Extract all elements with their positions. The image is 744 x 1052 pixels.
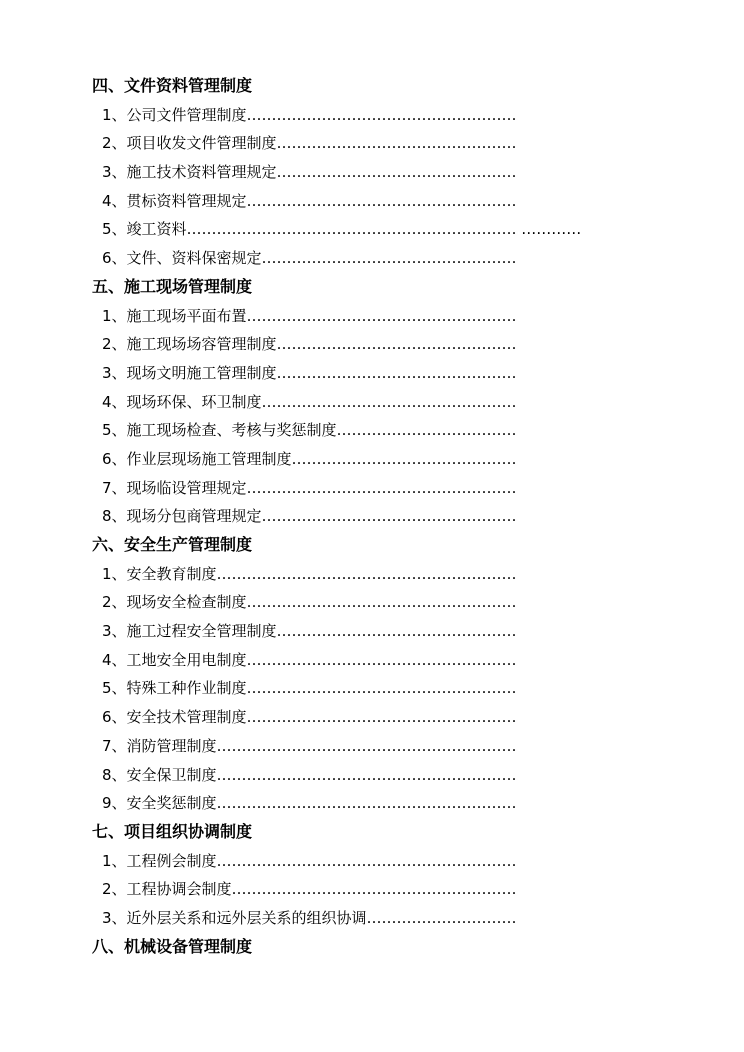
toc-entry <box>92 703 602 732</box>
toc-entry-text: 4、现场环保、环卫制度…………………………………………… <box>102 392 517 411</box>
toc-entry <box>92 302 602 331</box>
toc-entry-text: 7、消防管理制度…………………………………………………… <box>102 736 517 755</box>
toc-entry <box>92 330 602 359</box>
toc-entry <box>92 646 602 675</box>
toc-entry <box>92 101 602 130</box>
toc-entry-text: 4、工地安全用电制度……………………………………………… <box>102 650 517 669</box>
toc-entry <box>92 875 602 904</box>
toc-entry-text: 6、作业层现场施工管理制度……………………………………… <box>102 449 517 468</box>
toc-entry-text: 5、竣工资料………………………………………………………… ………… <box>102 220 582 239</box>
section-heading: 五、施工现场管理制度 <box>92 276 253 296</box>
toc-entry-text: 7、现场临设管理规定……………………………………………… <box>102 478 517 497</box>
toc-entry <box>92 588 602 617</box>
toc-entry <box>92 416 602 445</box>
toc-entry-text: 1、施工现场平面布置……………………………………………… <box>102 306 517 325</box>
toc-entry-text: 3、近外层关系和远外层关系的组织协调………………………… <box>102 908 517 927</box>
toc-entry-text: 3、施工技术资料管理规定………………………………………… <box>102 163 517 182</box>
toc-entry <box>92 129 602 158</box>
toc-entry <box>92 617 602 646</box>
toc-entry-text: 5、施工现场检查、考核与奖惩制度……………………………… <box>102 421 517 440</box>
section-4 <box>92 72 602 273</box>
toc-entry <box>92 244 602 273</box>
toc-entry-text: 8、安全保卫制度…………………………………………………… <box>102 765 517 784</box>
toc-entry-text: 1、安全教育制度…………………………………………………… <box>102 564 517 583</box>
section-heading: 四、文件资料管理制度 <box>92 76 253 95</box>
section-5 <box>92 273 602 531</box>
toc-entry-text: 6、安全技术管理制度……………………………………………… <box>102 708 517 727</box>
toc-entry-text: 5、特殊工种作业制度……………………………………………… <box>102 679 517 698</box>
toc-entry <box>92 732 602 761</box>
toc-entry-text: 1、工程例会制度…………………………………………………… <box>102 851 517 870</box>
toc-entry-text: 2、施工现场场容管理制度………………………………………… <box>102 335 517 354</box>
section-8 <box>92 933 602 962</box>
toc-entry <box>92 674 602 703</box>
toc-entry <box>92 359 602 388</box>
toc-entry <box>92 904 602 933</box>
section-heading: 六、安全生产管理制度 <box>92 535 253 554</box>
toc-entry-text: 9、安全奖惩制度…………………………………………………… <box>102 794 517 813</box>
section-7 <box>92 818 602 933</box>
section-heading: 八、机械设备管理制度 <box>92 936 253 956</box>
toc-entry-text: 2、项目收发文件管理制度………………………………………… <box>102 134 517 153</box>
toc-entry <box>92 388 602 417</box>
toc-entry-text: 3、施工过程安全管理制度………………………………………… <box>102 622 517 641</box>
toc-entry-text: 2、工程协调会制度………………………………………………… <box>102 880 517 899</box>
toc-entry <box>92 158 602 187</box>
toc-entry-text: 8、现场分包商管理规定…………………………………………… <box>102 507 517 526</box>
toc-entry-text: 3、现场文明施工管理制度………………………………………… <box>102 363 517 382</box>
toc-entry-text: 1、公司文件管理制度……………………………………………… <box>102 105 517 124</box>
table-of-contents <box>92 72 602 961</box>
toc-entry <box>92 560 602 589</box>
section-heading: 七、项目组织协调制度 <box>92 821 253 841</box>
toc-entry-text: 2、现场安全检查制度……………………………………………… <box>102 593 517 612</box>
toc-entry <box>92 789 602 818</box>
toc-entry <box>92 761 602 790</box>
toc-entry <box>92 847 602 876</box>
toc-entry <box>92 445 602 474</box>
toc-entry <box>92 474 602 503</box>
toc-entry-text: 6、文件、资料保密规定…………………………………………… <box>102 249 517 268</box>
toc-entry-text: 4、贯标资料管理规定……………………………………………… <box>102 191 517 210</box>
section-6 <box>92 531 602 818</box>
toc-entry <box>92 502 602 531</box>
toc-entry <box>92 187 602 216</box>
toc-entry <box>92 215 602 244</box>
